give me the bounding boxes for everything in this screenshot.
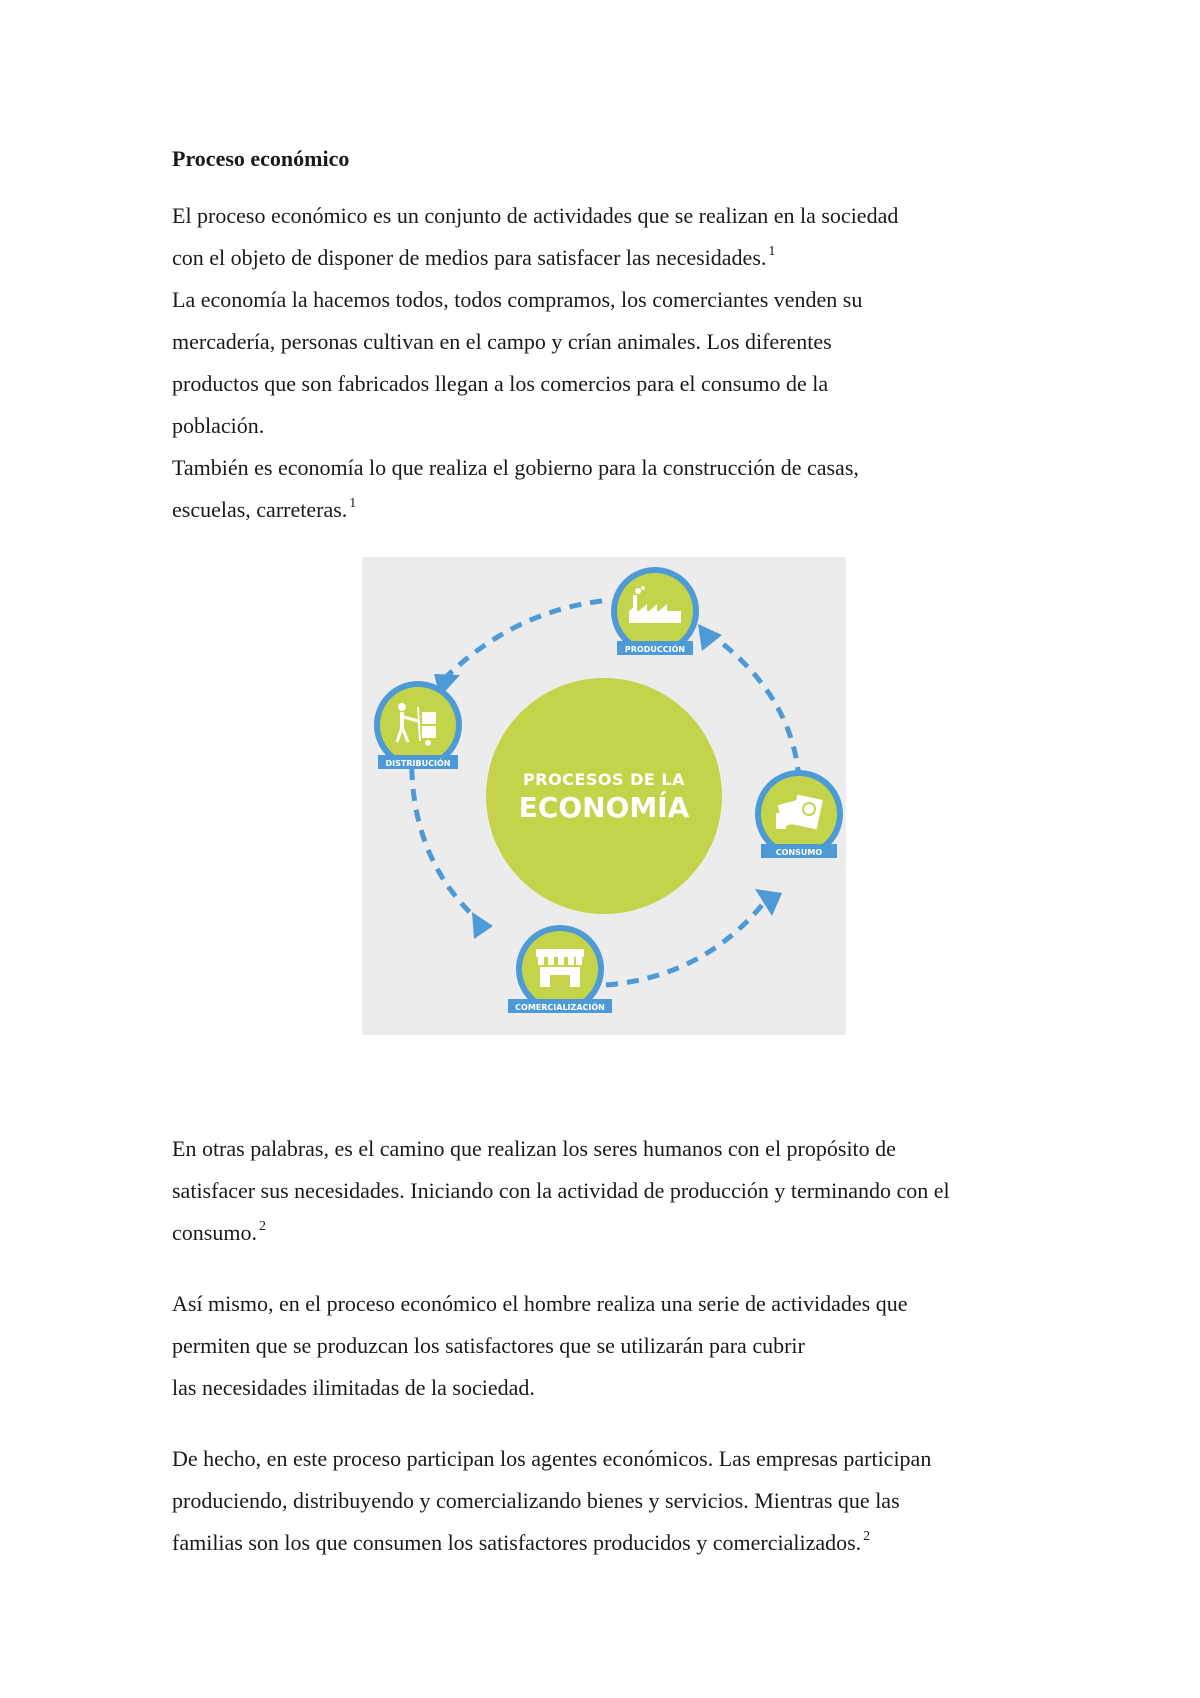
diagram-svg (362, 557, 846, 1035)
text-line: De hecho, en este proceso participan los agentes económicos. Las empresas participan (172, 1446, 932, 1471)
node-comercializacion (508, 925, 612, 1013)
node-produccion (611, 567, 699, 655)
node-consumo-label: CONSUMO (775, 848, 823, 857)
text-line: La economía la hacemos todos, todos compramos, los comerciantes venden su (172, 287, 863, 312)
node-consumo (755, 770, 843, 858)
text-line-content: consumo. (172, 1220, 257, 1245)
text-line-content: familias son los que consumen los satisfactores producidos y comercializados. (172, 1530, 862, 1555)
paragraph-activities (172, 1283, 1052, 1409)
text-line (172, 237, 1052, 279)
arrow-distribucion-to-comercializacion (412, 747, 480, 922)
text-line: permiten que se produzcan los satisfactores que se utilizarán para cubrir (172, 1333, 805, 1358)
text-line: produciendo, distribuyendo y comercializando bienes y servicios. Mientras que las (172, 1488, 900, 1513)
arrow-consumo-to-produccion (707, 632, 799, 779)
text-line: En otras palabras, es el camino que realizan los seres humanos con el propósito de (172, 1136, 896, 1161)
text-line (172, 1212, 1052, 1254)
text-line-content: con el objeto de disponer de medios para satisfacer las necesidades. (172, 245, 767, 270)
economic-process-diagram (362, 557, 846, 1035)
node-produccion-label: PRODUCCIÓN (624, 645, 686, 654)
center-title-line1: PROCESOS DE LA (523, 770, 685, 789)
page-title: Proceso económico (172, 146, 350, 171)
arrow-produccion-to-distribucion (444, 601, 602, 679)
arrowhead-right-top (698, 624, 722, 651)
paragraph-intro (172, 195, 1052, 531)
paragraph-definition (172, 1128, 1052, 1254)
footnote-mark: 1 (349, 495, 357, 511)
text-line: También es economía lo que realiza el gobierno para la construcción de casas, (172, 455, 859, 480)
footnote-mark: 2 (863, 1528, 871, 1544)
paragraph-agents (172, 1438, 1052, 1564)
arrow-comercializacion-to-consumo (606, 905, 762, 985)
arrowhead-left-bottom (472, 912, 493, 939)
footnote-mark: 1 (768, 243, 776, 259)
text-line: El proceso económico es un conjunto de actividades que se realizan en la sociedad (172, 203, 899, 228)
footnote-mark: 2 (258, 1218, 266, 1234)
text-line: Así mismo, en el proceso económico el hombre realiza una serie de actividades que (172, 1291, 908, 1316)
node-distribucion-label: DISTRIBUCIÓN (385, 759, 451, 768)
text-line (172, 1522, 1052, 1564)
text-line: satisfacer sus necesidades. Iniciando con la actividad de producción y terminando con el (172, 1178, 950, 1203)
text-line: mercadería, personas cultivan en el campo y crían animales. Los diferentes (172, 329, 832, 354)
center-title-line2: ECONOMÍA (518, 791, 690, 824)
center-circle (486, 678, 722, 914)
node-comercializacion-label: COMERCIALIZACIÓN (515, 1003, 605, 1012)
text-line (172, 489, 1052, 531)
node-distribucion (374, 681, 462, 769)
text-line: las necesidades ilimitadas de la sociedad. (172, 1375, 535, 1400)
text-line-content: escuelas, carreteras. (172, 497, 348, 522)
storefront-icon (536, 949, 584, 987)
text-line: población. (172, 413, 265, 438)
text-line: productos que son fabricados llegan a los comercios para el consumo de la (172, 371, 829, 396)
